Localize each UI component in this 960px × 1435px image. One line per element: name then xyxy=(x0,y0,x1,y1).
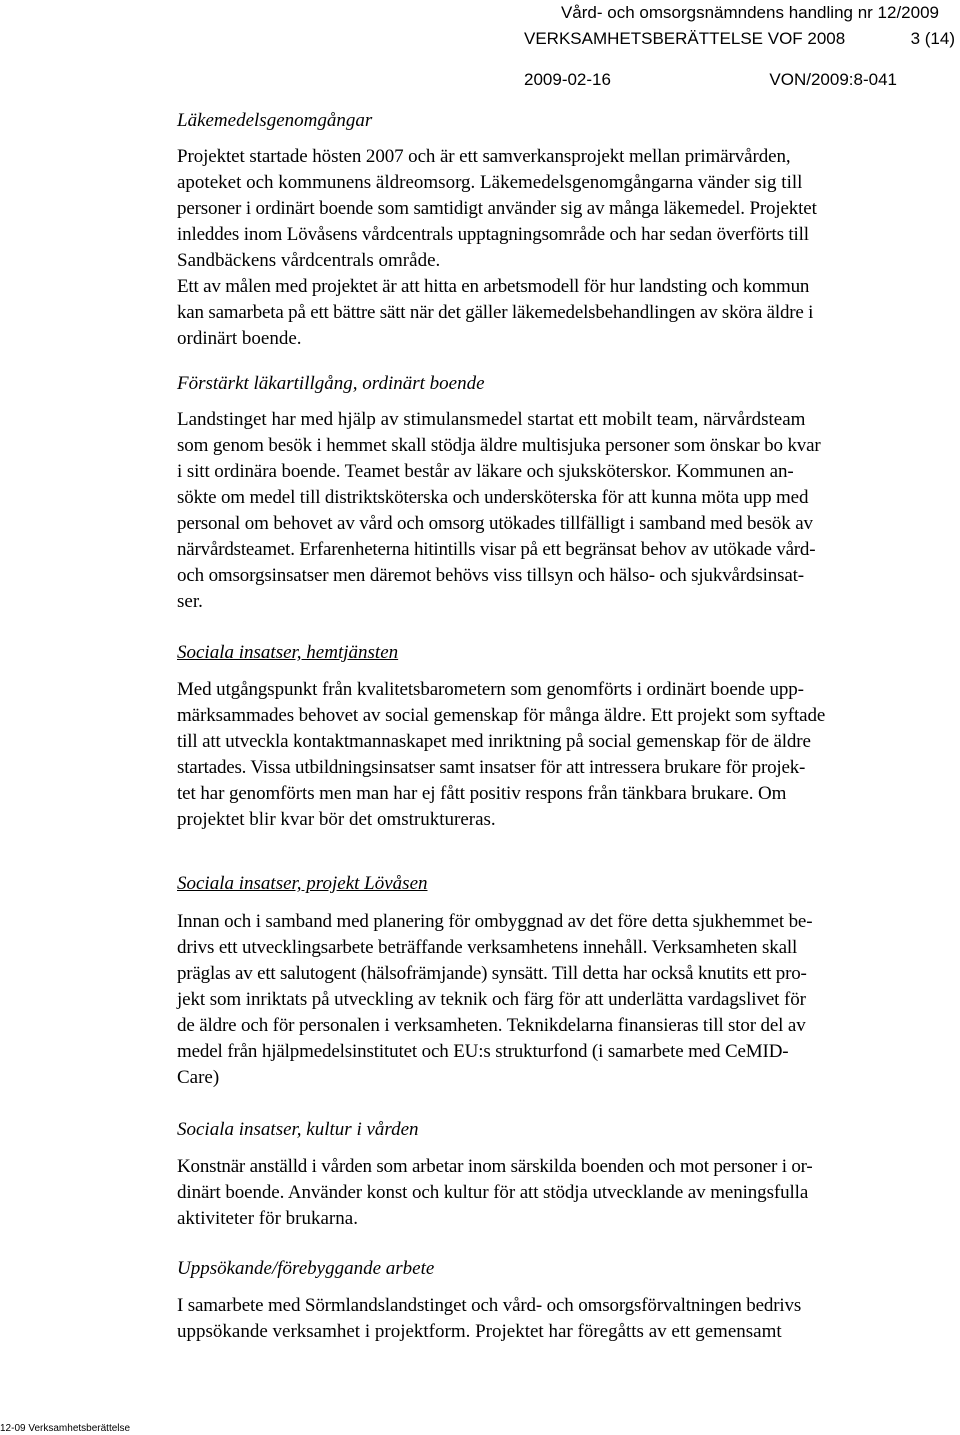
text-line: personal om behovet av vård och omsorg utökades tillfälligt i samband med besök av xyxy=(177,513,813,534)
page-footer: 12-09 Verksamhetsberättelse xyxy=(0,1423,131,1434)
text-line: Care) xyxy=(177,1067,220,1088)
text-line: präglas av ett salutogent (hälsofrämjande) synsätt. Till detta har också knutits ett pro- xyxy=(177,963,807,984)
document-reference: VON/2009:8-041 xyxy=(769,70,897,89)
text-line: de äldre och för personalen i verksamheten. Teknikdelarna finansieras till stor del av xyxy=(177,1015,806,1036)
text-line: Konstnär anställd i vården som arbetar inom särskilda boenden och mot personer i or- xyxy=(177,1156,813,1177)
section-heading-kultur-i-varden: Sociala insatser, kultur i vården xyxy=(177,1119,419,1140)
text-line: uppsökande verksamhet i projektform. Projektet har föregåtts av ett gemensamt xyxy=(177,1321,782,1342)
section-paragraph-kultur-i-varden xyxy=(177,1154,942,1232)
text-line: startades. Vissa utbildningsinsatser samt insatser för att intressera brukare för projek- xyxy=(177,757,806,778)
document-body xyxy=(177,108,942,1345)
text-line: Med utgångspunkt från kvalitetsbarometern som genomförts i ordinärt boende upp- xyxy=(177,679,804,700)
text-line: drivs ett utvecklingsarbete beträffande verksamhetens innehåll. Verksamheten skall xyxy=(177,937,798,958)
text-line: aktiviteter för brukarna. xyxy=(177,1208,358,1229)
text-line: märksammades behovet av social gemenskap för många äldre. Ett projekt som syftade xyxy=(177,705,826,726)
text-line: ser. xyxy=(177,591,203,612)
text-line: apoteket och kommunens äldreomsorg. Läkemedelsgenomgångarna vänder sig till xyxy=(177,172,803,193)
text-line: Landstinget har med hjälp av stimulansmedel startat ett mobilt team, närvårdsteam xyxy=(177,409,806,430)
section-heading-forstarkt-lakartillgang: Förstärkt läkartillgång, ordinärt boende xyxy=(177,373,485,394)
text-line: sökte om medel till distriktsköterska och undersköterska för att kunna möta upp med xyxy=(177,487,809,508)
text-line: Ett av målen med projektet är att hitta en arbetsmodell för hur landsting och kommun xyxy=(177,276,810,297)
text-line: och omsorgsinsatser men däremot behövs viss tillsyn och hälso- och sjukvårdsinsat- xyxy=(177,565,804,586)
report-title-header: VERKSAMHETSBERÄTTELSE VOF 2008 xyxy=(524,29,846,48)
section-paragraph-lakemedelsgenomgangar xyxy=(177,144,942,352)
section-paragraph-uppsokande-arbete xyxy=(177,1293,942,1345)
text-line: projektet blir kvar bör det omstruktureras. xyxy=(177,809,496,830)
document-date: 2009-02-16 xyxy=(524,70,611,89)
text-line: Projektet startade hösten 2007 och är ett samverkansprojekt mellan primärvården, xyxy=(177,146,791,167)
text-line: Sandbäckens vårdcentrals område. xyxy=(177,250,441,271)
text-line: inleddes inom Lövåsens vårdcentrals upptagningsområde och har sedan överförts till xyxy=(177,224,809,245)
text-line: I samarbete med Sörmlandslandstinget och vård- och omsorgsförvaltningen bedrivs xyxy=(177,1295,802,1316)
text-line: kan samarbeta på ett bättre sätt när det gäller läkemedelsbehandlingen av sköra äldre i xyxy=(177,302,814,323)
page-number: 3 (14) xyxy=(910,29,955,48)
text-line: tet har genomförts men man har ej fått positiv respons från tänkbara brukare. Om xyxy=(177,783,787,804)
section-heading-lakemedelsgenomgangar: Läkemedelsgenomgångar xyxy=(177,110,373,131)
text-line: närvårdsteamet. Erfarenheterna hitintills visar på ett begränsat behov av utökade vård- xyxy=(177,539,816,560)
text-line: medel från hjälpmedelsinstitutet och EU:s strukturfond (i samarbete med CeMID- xyxy=(177,1041,789,1062)
section-heading-projekt-lovasen: Sociala insatser, projekt Lövåsen xyxy=(177,873,428,894)
text-line: som genom besök i hemmet skall stödja äldre multisjuka personer som önskar bo kvar xyxy=(177,435,821,456)
section-paragraph-forstarkt-lakartillgang xyxy=(177,407,942,615)
text-line: ordinärt boende. xyxy=(177,328,302,349)
text-line: personer i ordinärt boende som samtidigt använder sig av många läkemedel. Projektet xyxy=(177,198,817,219)
text-line: dinärt boende. Använder konst och kultur för att stödja utvecklande av meningsfulla xyxy=(177,1182,809,1203)
text-line: Innan och i samband med planering för ombyggnad av det före detta sjukhemmet be- xyxy=(177,911,813,932)
section-heading-uppsokande-arbete: Uppsökande/förebyggande arbete xyxy=(177,1258,435,1279)
section-paragraph-hemtjansten xyxy=(177,677,942,833)
text-line: till att utveckla kontaktmannaskapet med inriktning på social gemenskap för de äldre xyxy=(177,731,811,752)
section-paragraph-projekt-lovasen xyxy=(177,909,942,1091)
text-line: jekt som inriktats på utveckling av teknik och färg för att underlätta vardagslivet för xyxy=(177,989,806,1010)
section-heading-hemtjansten: Sociala insatser, hemtjänsten xyxy=(177,642,399,663)
document-committee-header: Vård- och omsorgsnämndens handling nr 12/2009 xyxy=(560,3,939,22)
text-line: i sitt ordinära boende. Teamet består av läkare och sjuksköterskor. Kommunen an- xyxy=(177,461,794,482)
